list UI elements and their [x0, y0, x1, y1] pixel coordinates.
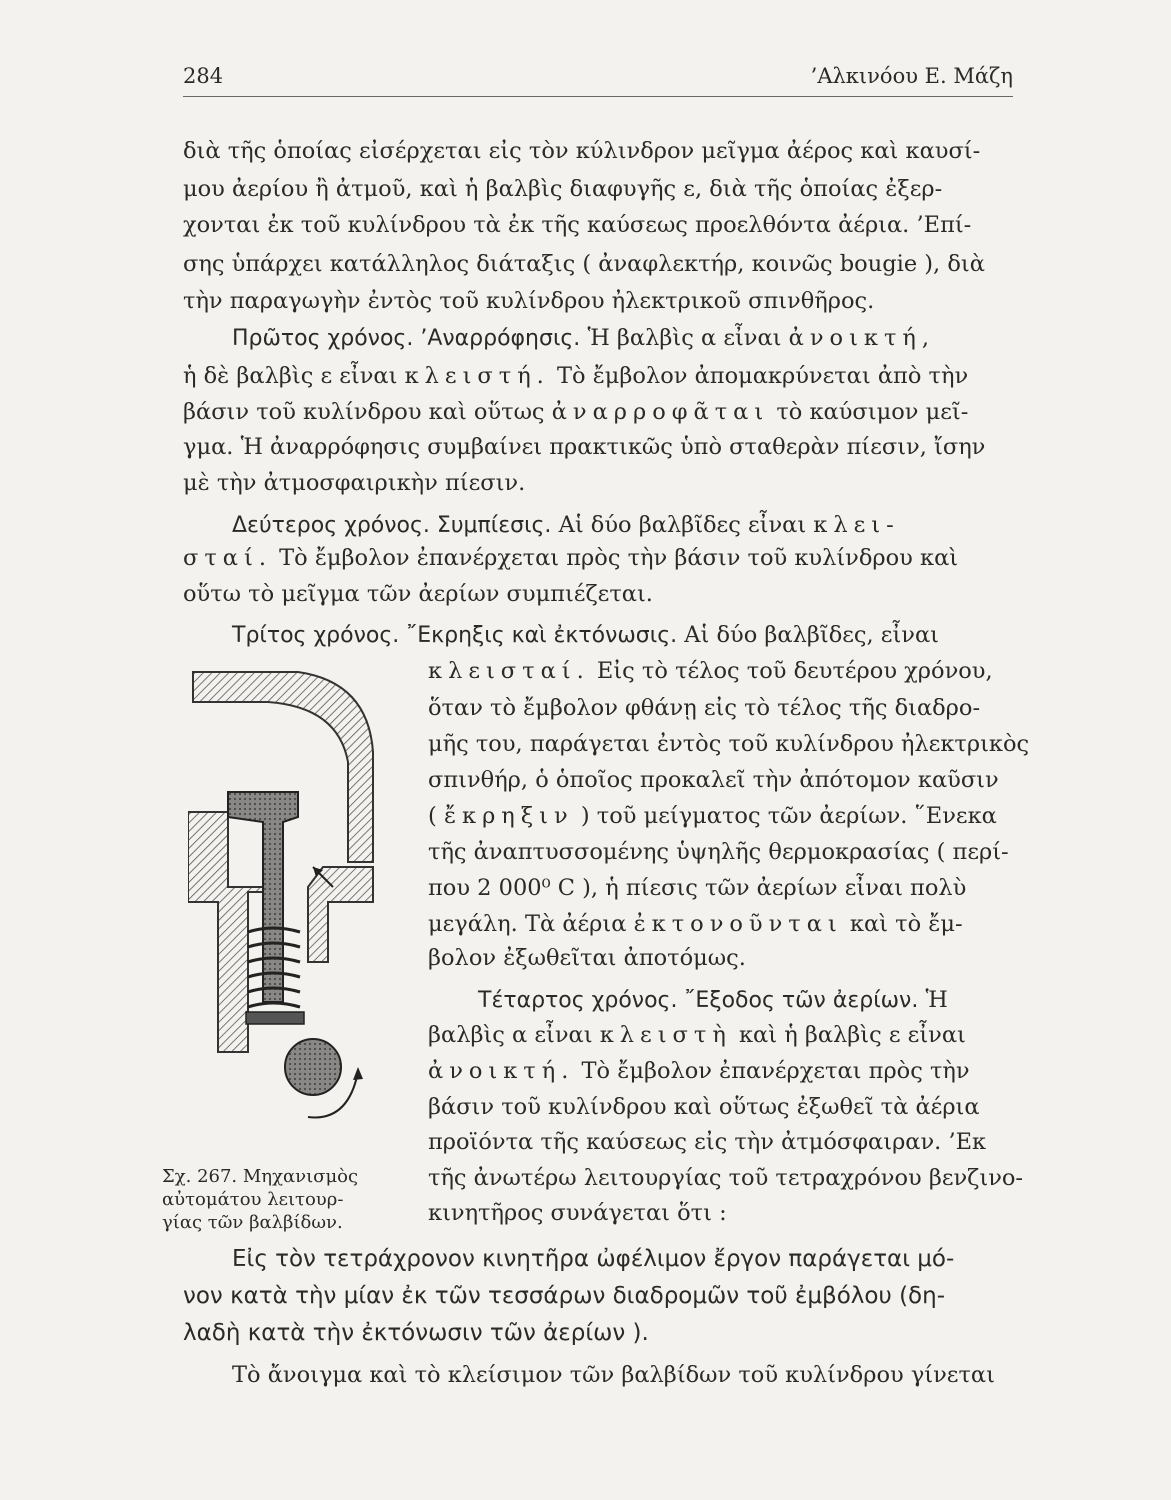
stroke-heading: Τρίτος χρόνος. ῎Εκρηξις καὶ ἐκτόνωσις. [232, 623, 678, 648]
text-line: μῆς του, παράγεται ἐντὸς τοῦ κυλίνδρου ἠλεκτρικὸς [428, 731, 1030, 757]
running-head: ’Αλκινόου Ε. Μάζη [810, 64, 1013, 88]
text-line: μεγάλη. Τὰ ἀέρια ἐκτονοῦνται καὶ τὸ ἔμ- [428, 911, 963, 937]
right-wall [308, 867, 373, 962]
text-line: μου ἀερίου ἢ ἀτμοῦ, καὶ ἡ βαλβὶς διαφυγῆς ε, διὰ τῆς ὁποίας ἐξερ- [183, 176, 943, 202]
page-number: 284 [183, 64, 224, 88]
text-line: τῆς ἀναπτυσσομένης ὑψηλῆς θερμοκρασίας ( περί- [428, 839, 1009, 865]
stroke-heading: Τέταρτος χρόνος. ῎Εξοδος τῶν ἀερίων. [478, 988, 919, 1013]
stroke-heading: Δεύτερος χρόνος. Συμπίεσις. [232, 513, 552, 538]
text-line: σπινθήρ, ὁ ὁποῖος προκαλεῖ τὴν ἀπότομον καῦσιν [428, 767, 999, 793]
closing-line: Τὸ ἄνοιγμα καὶ τὸ κλείσιμον τῶν βαλβίδων τοῦ κυλίνδρου γίνεται [232, 1362, 995, 1388]
cam [285, 1039, 341, 1095]
text-line: προϊόντα τῆς καύσεως εἰς τὴν ἀτμόσφαιραν. ’Εκ [428, 1129, 987, 1155]
text-line: κινητῆρος συνάγεται ὅτι : [428, 1200, 727, 1226]
third-stroke-line: Τρίτος χρόνος. ῎Εκρηξις καὶ ἐκτόνωσις. Αἱ δύο βαλβῖδες, εἶναι [232, 622, 939, 648]
text-line: κλεισταί. Εἰς τὸ τέλος τοῦ δευτέρου χρόνου, [428, 658, 993, 684]
text-line: βαλβὶς α εἶναι κλειστὴ καὶ ἡ βαλβὶς ε εἶναι [428, 1022, 966, 1048]
text-line: γμα. Ἡ ἀναρρόφησις συμβαίνει πρακτικῶς ὑπὸ σταθερὰν πίεσιν, ἴσην [183, 434, 986, 460]
figure-caption: Σχ. 267. Μηχανισμὸς αὐτομάτου λειτουρ- γίας τῶν βαλβίδων. [162, 1166, 359, 1234]
text-line: ἀνοικτή. Τὸ ἔμβολον ἐπανέρχεται πρὸς τὴν [428, 1058, 970, 1084]
text-line: μὲ τὴν ἀτμοσφαιρικὴν πίεσιν. [183, 470, 526, 496]
text-line: σταί. Τὸ ἔμβολον ἐπανέρχεται πρὸς τὴν βάσιν τοῦ κυλίνδρου καὶ [183, 545, 959, 571]
second-stroke-line: Δεύτερος χρόνος. Συμπίεσις. Αἱ δύο βαλβῖδες εἶναι κλει- [232, 512, 900, 538]
text-line: οὕτω τὸ μεῖγμα τῶν ἀερίων συμπιέζεται. [183, 581, 653, 607]
page-header [183, 60, 1013, 97]
stroke-heading: Πρῶτος χρόνος. ’Αναρρόφησις. [232, 326, 581, 351]
conclusion-line: λαδὴ κατὰ τὴν ἐκτόνωσιν τῶν ἀερίων ). [183, 1320, 649, 1346]
text-line: που 2 000⁰ C ), ἡ πίεσις τῶν ἀερίων εἶναι πολὺ [428, 875, 967, 901]
spring-retainer [246, 1012, 304, 1024]
text-line: χονται ἐκ τοῦ κυλίνδρου τὰ ἐκ τῆς καύσεως προελθόντα ἀέρια. ’Επί- [183, 212, 972, 238]
text-line: σης ὑπάρχει κατάλληλος διάταξις ( ἀναφλεκτήρ, κοινῶς bougie ), διὰ [183, 251, 985, 277]
conclusion-line: Εἰς τὸν τετράχρονον κινητῆρα ὠφέλιμον ἔργον παράγεται μό- [232, 1246, 955, 1272]
text-line: ἡ δὲ βαλβὶς ε εἶναι κλειστή. Τὸ ἔμβολον ἀπομακρύνεται ἀπὸ τὴν [183, 363, 969, 389]
text-line: τῆς ἀνωτέρω λειτουργίας τοῦ τετραχρόνου βενζινο- [428, 1165, 1024, 1191]
text-line: βάσιν τοῦ κυλίνδρου καὶ οὕτως ἀναρροφᾶται τὸ καύσιμον μεῖ- [183, 399, 969, 425]
text-line: τὴν παραγωγὴν ἐντὸς τοῦ κυλίνδρου ἠλεκτρικοῦ σπινθῆρος. [183, 288, 875, 314]
valve-mechanism-figure [188, 662, 408, 1162]
text-line: βολον ἐξωθεῖται ἀποτόμως. [428, 945, 746, 971]
text-line: ( ἔκρηξιν ) τοῦ μείγματος τῶν ἀερίων. ῞Ενεκα [428, 803, 997, 829]
text-line: ὅταν τὸ ἔμβολον φθάνῃ εἰς τὸ τέλος τῆς διαδρο- [428, 695, 981, 721]
text-line: διὰ τῆς ὁποίας εἰσέρχεται εἰς τὸν κύλινδρον μεῖγμα ἀέρος καὶ καυσί- [183, 138, 981, 164]
first-stroke-line: Πρῶτος χρόνος. ’Αναρρόφησις. Ἡ βαλβὶς α εἶναι ἀνοικτή, [232, 325, 936, 351]
conclusion-line: νον κατὰ τὴν μίαν ἐκ τῶν τεσσάρων διαδρομῶν τοῦ ἐμβόλου (δη- [183, 1283, 945, 1309]
text-line: βάσιν τοῦ κυλίνδρου καὶ οὕτως ἐξωθεῖ τὰ ἀέρια [428, 1094, 980, 1120]
fourth-stroke-line: Τέταρτος χρόνος. ῎Εξοδος τῶν ἀερίων. Ἡ [478, 987, 948, 1013]
